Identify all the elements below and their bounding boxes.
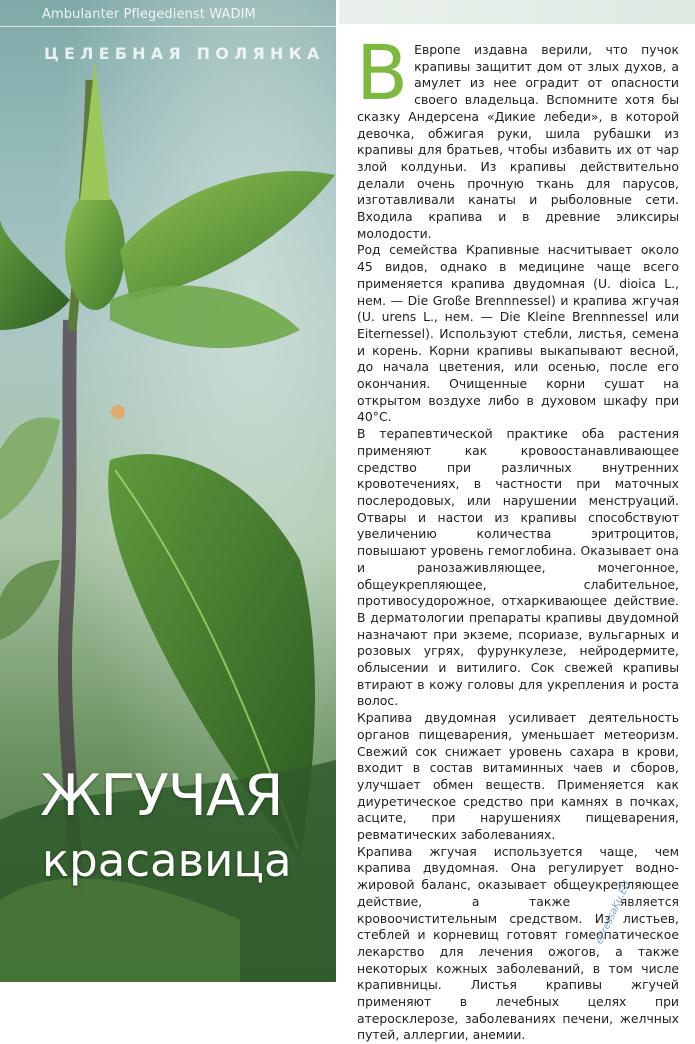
article-title-line1: ЖГУЧАЯ — [40, 763, 283, 829]
article-body — [356, 28, 679, 1044]
publisher-brand: Ambulanter Pflegedienst WADIM — [42, 7, 256, 22]
paragraph — [356, 28, 679, 242]
section-title: ЦЕЛЕБНАЯ ПОЛЯНКА — [44, 44, 325, 63]
paragraph: Крапива жгучая используется чаще, чем крапива двудомная. Она регулирует водно-жировой баланс, оказывает общеукрепляющее действие, а также является кровоочистительным средством. Из листьев, стеблей и корневищ готовят гомеопатическое лекарство для лечения ожогов, а также некоторых кожных заболеваний, в том числе крапивницы. Листья крапивы жгучей применяют в лечебных целях при атеросклерозе, заболеваниях печени, желчных путей, аллергии, анемии. — [357, 843, 679, 1043]
top-bar — [339, 0, 695, 24]
drop-cap: В — [356, 28, 409, 117]
paragraph: В терапевтической практике оба растения применяют как кровоостанавливающее средство при различных внутренних кровотечениях, в частности при маточных послеродовых, или нарушении менструаций. Отвары и настои из крапивы способствуют увеличению количества эритроцитов, повышают уровень гемоглобина. Оказывает она и ранозаживляющее, мочегонное, общеукрепляющее, слабительное, противосудорожное, отхаркивающее действие. В дерматологии препараты крапивы двудомной назначают при экземе, псориазе, вульгарных и розовых угрях, фурункулезе, нейродермите, облысении и витилиго. Сок свежей крапивы втирают в кожу головы для укрепления и роста волос. — [357, 426, 679, 709]
column-divider — [336, 0, 339, 982]
nettle-photo-panel — [0, 0, 336, 982]
header-divider — [0, 26, 336, 27]
paragraph: Род семейства Крапивные насчитывает около 45 видов, однако в медицине чаще всего применяется крапива двудомная (U. dioica L., нем. — Die Große Brennnessel) и крапива жгучая (U. urens L., нем. — Die Kleine Brennnessel или Eiternessel). Используют стебли, листья, семена и корень. Корни крапивы выкапывают весной, до начала цветения, или осенью, после его окончания. Очищенные корни сушат на открытом воздухе либо в духовом шкафу при 40°С. — [357, 242, 679, 425]
article-title-line2: красавица — [42, 834, 292, 887]
paragraph-text: Европе издавна верили, что пучок крапивы защитит дом от злых духов, а амулет из нее оградит от опасности своего владельца. Вспомните хотя бы сказку Андерсена «Дикие лебеди», в которой девочка, обжигая руки, шила рубашки из крапивы для братьев, чтобы избавить их от чар злой колдуньи. Из крапивы действительно делали очень прочную ткань для парусов, изготавливали канаты и рыболовные сети. Входила крапива и в древние эликсиры молодости. — [357, 42, 679, 241]
paragraph: Крапива двудомная усиливает деятельность органов пищеварения, уменьшает метеоризм. Свежий сок снижает уровень сахара в крови, входит в состав витаминных чаев и сборов, улучшает обмен веществ. Применяется как диуретическое средство при камнях в почках, асците, при нарушениях пищеварения, ревматических заболеваниях. — [357, 710, 679, 843]
watermark: ePressaKu.EU — [594, 879, 633, 946]
